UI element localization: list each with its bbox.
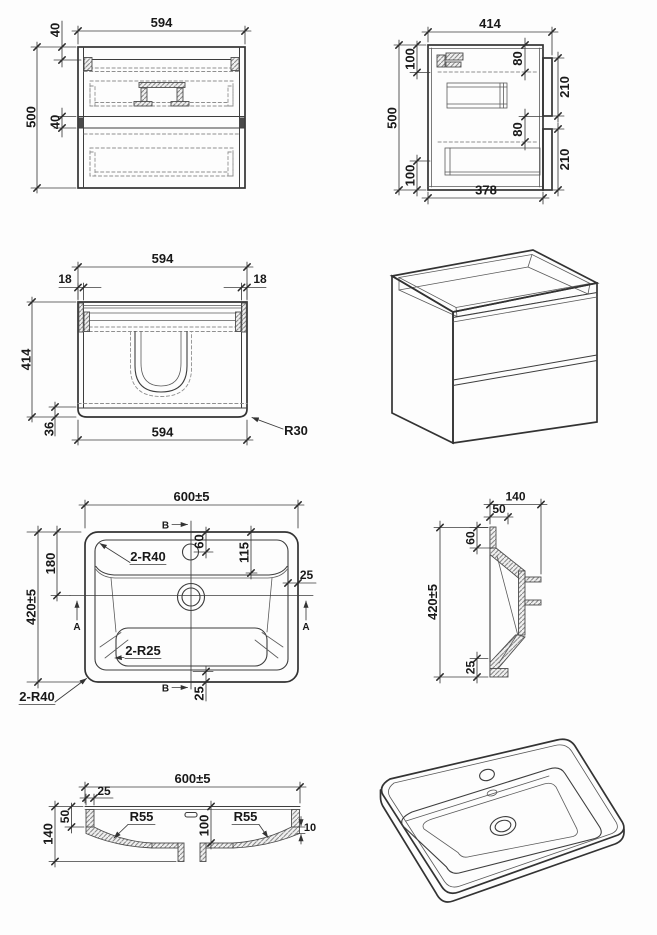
- dim-cabinet-front-top-rail: [31, 21, 81, 67]
- dim-label-panel-right: 18: [253, 272, 267, 286]
- dim-label-sinkside-rim-bottom: 25: [463, 660, 478, 675]
- dim-label-faucet-offset: 60: [191, 534, 207, 549]
- dim-plan-corner-radius: [252, 418, 308, 439]
- dim-label-front-width: 594: [150, 15, 173, 30]
- dim-label-plan-depth: 414: [18, 348, 34, 371]
- dim-label-offset-top: 80: [510, 51, 525, 66]
- dim-label-bowl-radius-right: R55: [233, 809, 258, 824]
- sink-3d-body: [381, 739, 625, 902]
- dim-plan-depth: [19, 297, 77, 422]
- dim-bowl-radius-right: [232, 809, 268, 838]
- cabinet-plan-body: [78, 302, 247, 417]
- dim-label-sinkside-rim-top: 50: [492, 502, 506, 516]
- drain-spigot-wall-bottom: [525, 600, 541, 605]
- cabinet-front-body: [78, 47, 245, 188]
- cabinet-3d-body: [392, 250, 597, 443]
- dim-plan-panel-right: [224, 272, 267, 300]
- dim-label-top-radius: 2-R40: [130, 549, 166, 564]
- dim-label-hanger-bottom: 100: [402, 164, 418, 187]
- drawer-front-bottom-side: [543, 129, 552, 190]
- dim-label-bowl-radius-left: R55: [129, 809, 154, 824]
- drain-hole-3d-inner: [494, 819, 512, 834]
- dim-label-deck-edge: 115: [236, 542, 252, 563]
- dim-label-hanger-top: 100: [402, 48, 418, 70]
- dim-label-outer-radius: 2-R40: [19, 689, 55, 704]
- hanger-bracket-right: [231, 58, 239, 71]
- dim-label-sink-depth: 420±5: [23, 588, 39, 626]
- dim-bowl-depth: [197, 801, 215, 849]
- dim-label-front-bottom: 210: [557, 148, 572, 171]
- dim-label-panel-left: 18: [58, 272, 72, 286]
- dim-label-bowl-radius: 2-R25: [125, 643, 161, 658]
- dim-label-lip-height: 50: [58, 809, 72, 824]
- drain-pipe-wall-left: [178, 843, 184, 862]
- wall-hanger-bracket: [437, 53, 463, 67]
- sink-side-section-view: [420, 480, 657, 730]
- overflow-slot: [185, 813, 197, 818]
- dim-side-hanger-top: [403, 41, 431, 79]
- siphon-bracket: [134, 83, 189, 107]
- section-line-b: [162, 521, 191, 695]
- sink-3d-view: [350, 730, 657, 935]
- faucet-hole-3d: [478, 768, 495, 783]
- sink-front-section-view: [0, 740, 340, 935]
- dim-top-radius: [100, 544, 166, 565]
- drawer-front-top-side: [543, 58, 552, 116]
- cabinet-plan-view: [0, 240, 340, 460]
- drawer-box-bottom-side: [445, 148, 540, 175]
- dim-sinkside-lip: [464, 522, 495, 554]
- section-label-a-right: A: [302, 622, 310, 633]
- dim-sinkside-rim-bottom: [464, 652, 489, 683]
- drawer-box-top-side: [447, 83, 507, 108]
- dim-plan-front-rail: [42, 402, 77, 436]
- dim-side-depth: [422, 16, 558, 55]
- dim-cabinet-front-divider-gap: [48, 108, 77, 137]
- sink-side-section-body: [490, 527, 541, 677]
- dim-label-front-rail: 36: [41, 421, 57, 437]
- dim-side-front-top: [552, 52, 572, 122]
- drain-hole-3d-outer: [488, 814, 518, 838]
- dim-sink-depth: [24, 526, 82, 688]
- dim-bowl-radius-left: [114, 809, 155, 838]
- sink-plan-view: [0, 480, 340, 730]
- dim-sinkfront-lip-height: [58, 803, 84, 833]
- dim-side-front-bottom: [545, 123, 572, 196]
- dim-plan-panel-left: [58, 272, 101, 300]
- dim-label-sinkfront-width: 600±5: [174, 771, 211, 786]
- plumbing-cutout: [131, 332, 192, 397]
- hanger-bracket-left: [84, 58, 92, 71]
- drawer-box-bottom: [84, 134, 239, 176]
- section-label-b-bottom: B: [161, 683, 170, 695]
- dim-label-side-height: 500: [384, 107, 400, 129]
- dim-cabinet-front-width: [72, 15, 251, 44]
- dim-label-deck-depth: 180: [43, 552, 58, 575]
- dim-label-edge-thickness: 10: [303, 822, 317, 834]
- section-label-b-top: B: [161, 520, 170, 532]
- dim-label-corner-radius: R30: [284, 423, 308, 438]
- dim-label-offset-mid: 80: [510, 122, 525, 137]
- dim-label-side-wall: 25: [299, 568, 314, 582]
- dim-label-bowl-depth: 100: [196, 814, 212, 837]
- dim-label-front-height: 500: [23, 106, 39, 128]
- dim-label-body-depth: 378: [475, 182, 497, 198]
- dim-plan-width-bottom: [72, 420, 253, 445]
- section-label-a-left: A: [73, 622, 81, 633]
- dim-deck-edge: [237, 526, 258, 579]
- cabinet-side-body: [428, 45, 552, 190]
- cabinet-front-view: [0, 0, 340, 230]
- cabinet-3d-view: [370, 240, 657, 470]
- dim-sink-width: [79, 489, 304, 528]
- dim-front-wall: [192, 666, 214, 701]
- dim-label-top-rail: 40: [47, 22, 63, 38]
- dim-label-sinkside-depth: 420±5: [425, 583, 440, 621]
- sink-front-section-body: [85, 807, 300, 862]
- dim-label-plan-width-top: 594: [151, 251, 174, 266]
- drain-spigot-wall-top: [525, 577, 541, 582]
- dim-label-front-top: 210: [557, 76, 572, 98]
- cabinet-side-view: [370, 0, 657, 230]
- dim-label-plan-width-bottom: 594: [151, 424, 174, 440]
- drain-pipe-wall-right: [200, 843, 206, 862]
- dim-side-body-depth: [422, 183, 549, 205]
- dim-label-divider-gap: 40: [47, 114, 63, 130]
- dim-label-sink-width: 600±5: [173, 489, 210, 504]
- section-line-a: [70, 596, 313, 634]
- dim-plan-width-top: [72, 251, 253, 299]
- dim-label-depth: 414: [479, 16, 501, 31]
- dim-deck-depth: [43, 526, 70, 601]
- dim-label-sinkside-height: 140: [505, 489, 526, 504]
- dim-label-sinkfront-height: 140: [40, 823, 56, 845]
- dim-label-front-wall: 25: [191, 686, 207, 701]
- dim-label-lip-width: 25: [97, 784, 111, 798]
- dim-label-sinkside-lip: 60: [463, 531, 478, 545]
- dim-bowl-radius: [115, 643, 161, 659]
- dim-side-offset-mid: [510, 109, 542, 150]
